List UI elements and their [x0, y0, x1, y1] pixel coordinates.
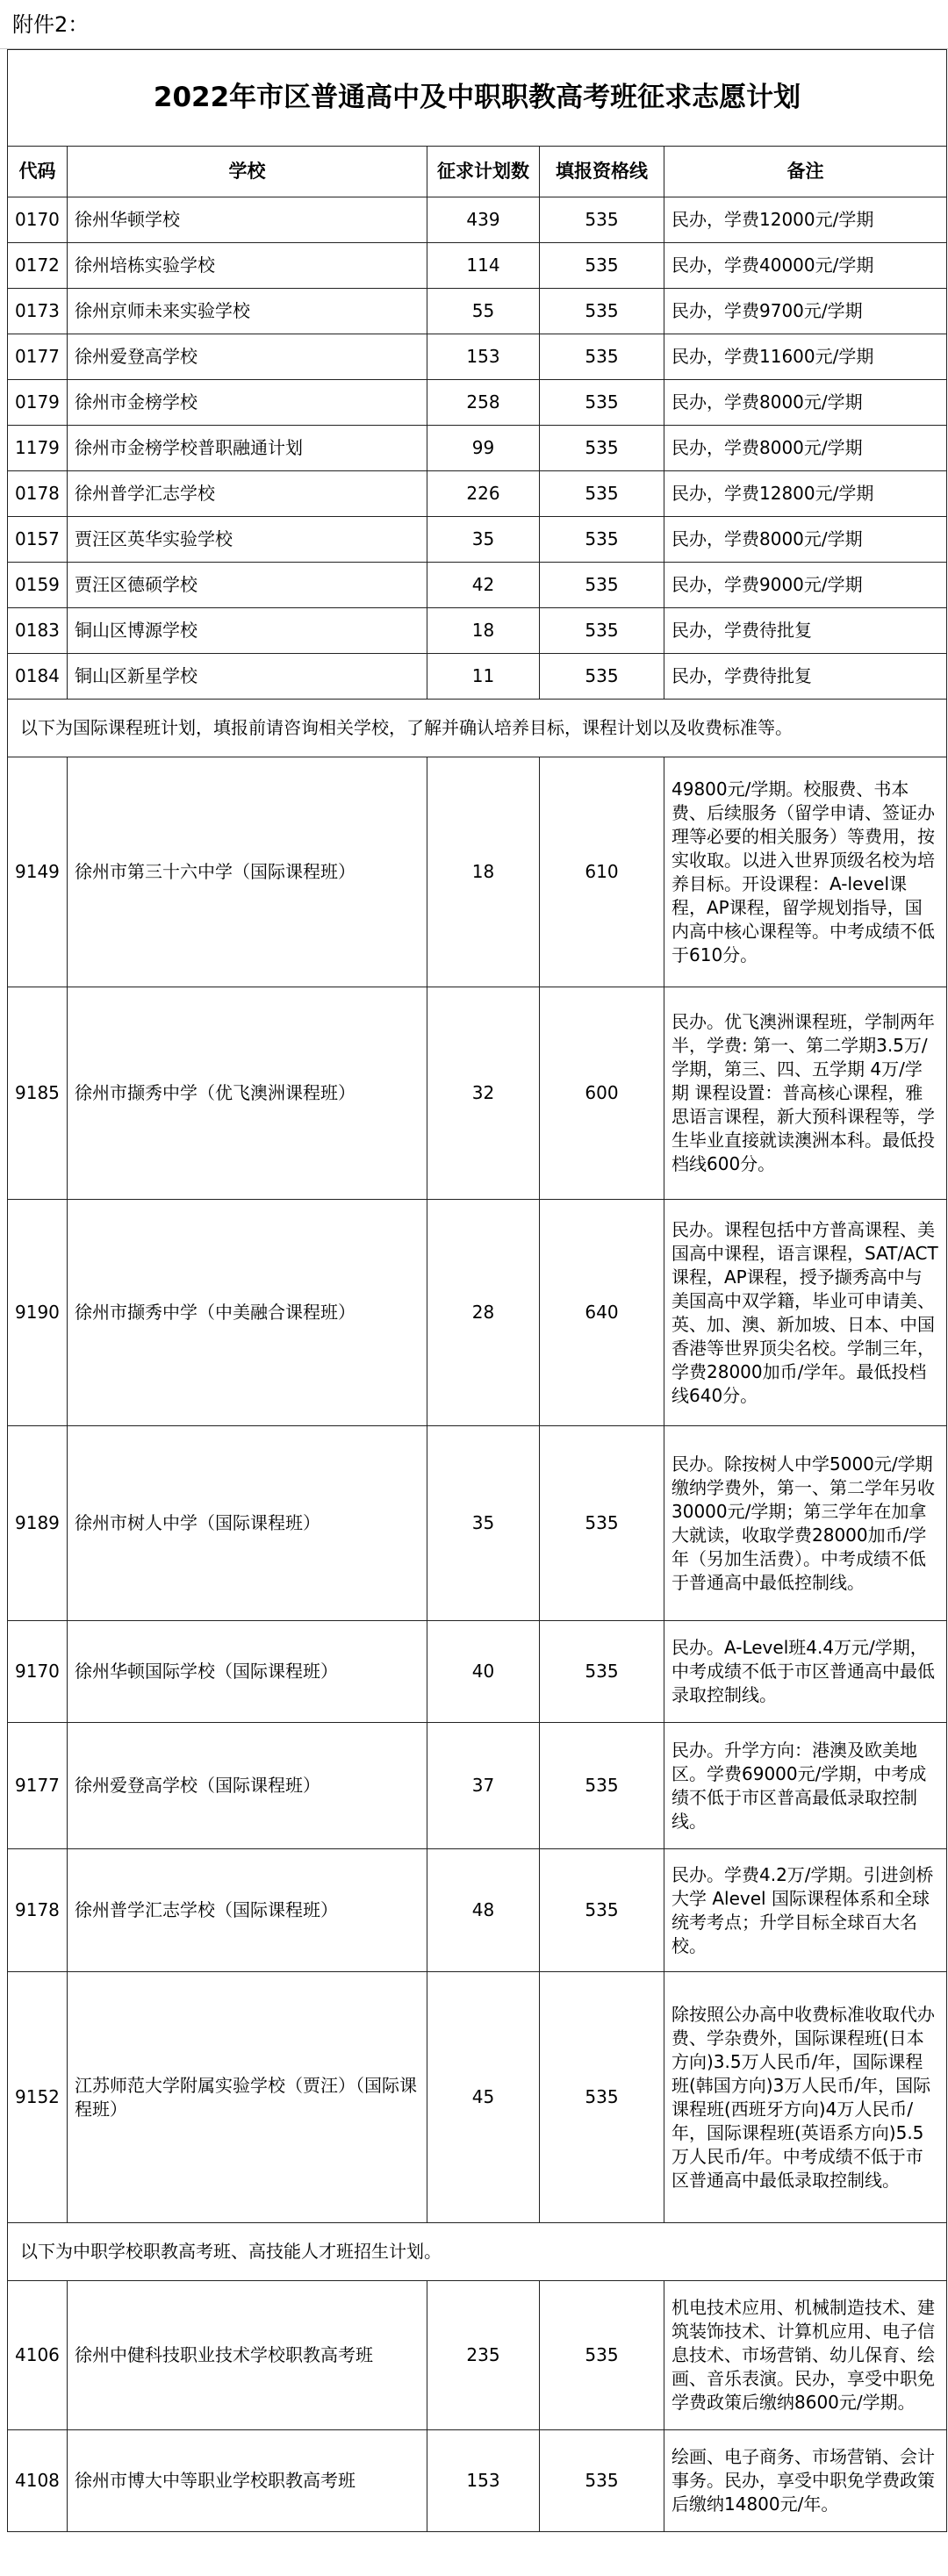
quota-cell: 18 [427, 757, 540, 987]
quota-cell: 153 [427, 2430, 540, 2532]
remark-cell: 民办，学费待批复 [664, 608, 947, 654]
table-row [8, 380, 947, 426]
code-cell: 0178 [8, 471, 68, 517]
code-cell: 9149 [8, 757, 68, 987]
table-title: 2022年市区普通高中及中职职教高考班征求志愿计划 [8, 50, 947, 147]
score-cell: 600 [540, 987, 664, 1200]
remark-cell: 民办，学费待批复 [664, 654, 947, 700]
remark-cell: 民办，学费11600元/学期 [664, 334, 947, 380]
school-cell: 徐州京师未来实验学校 [68, 289, 427, 334]
table-row [8, 243, 947, 289]
header-remarks: 备注 [664, 147, 947, 197]
quota-cell: 226 [427, 471, 540, 517]
score-cell: 535 [540, 334, 664, 380]
code-cell: 0184 [8, 654, 68, 700]
remark-cell: 民办，学费40000元/学期 [664, 243, 947, 289]
score-cell: 535 [540, 2430, 664, 2532]
score-cell: 535 [540, 1723, 664, 1849]
code-cell: 9177 [8, 1723, 68, 1849]
school-cell: 徐州市撷秀中学（优飞澳洲课程班） [68, 987, 427, 1200]
score-cell: 610 [540, 757, 664, 987]
school-cell: 徐州市金榜学校 [68, 380, 427, 426]
score-cell: 535 [540, 380, 664, 426]
remark-cell: 民办，学费9700元/学期 [664, 289, 947, 334]
table-row [8, 1200, 947, 1426]
table-row [8, 2430, 947, 2532]
school-cell: 徐州市第三十六中学（国际课程班） [68, 757, 427, 987]
table-row [8, 334, 947, 380]
table-row [8, 517, 947, 563]
header-school: 学校 [68, 147, 427, 197]
school-cell: 徐州中健科技职业技术学校职教高考班 [68, 2281, 427, 2430]
code-cell: 4106 [8, 2281, 68, 2430]
score-cell: 535 [540, 608, 664, 654]
remark-cell: 民办，学费8000元/学期 [664, 426, 947, 471]
code-cell: 4108 [8, 2430, 68, 2532]
school-cell: 贾汪区英华实验学校 [68, 517, 427, 563]
remark-cell: 民办。升学方向：港澳及欧美地区。学费69000元/学期，中考成绩不低于市区普高最低录取控制线。 [664, 1723, 947, 1849]
remark-cell: 民办。学费4.2万/学期。引进剑桥大学 Alevel 国际课程体系和全球统考考点；升学目标全球百大名校。 [664, 1849, 947, 1972]
code-cell: 9152 [8, 1972, 68, 2223]
code-cell: 0177 [8, 334, 68, 380]
table-row [8, 1972, 947, 2223]
school-cell: 铜山区新星学校 [68, 654, 427, 700]
plan-sheet [0, 49, 948, 2532]
school-cell: 徐州市撷秀中学（中美融合课程班） [68, 1200, 427, 1426]
quota-cell: 32 [427, 987, 540, 1200]
remark-cell: 民办，学费9000元/学期 [664, 563, 947, 608]
quota-cell: 40 [427, 1621, 540, 1723]
remark-cell: 民办。除按树人中学5000元/学期缴纳学费外，第一、第二学年另收30000元/学期；第三学年在加拿大就读，收取学费28000加币/学年（另加生活费）。中考成绩不低于普通高中最低控制线。 [664, 1426, 947, 1621]
school-cell: 徐州市博大中等职业学校职教高考班 [68, 2430, 427, 2532]
header-quota: 征求计划数 [427, 147, 540, 197]
quota-cell: 35 [427, 1426, 540, 1621]
remark-cell: 民办，学费12800元/学期 [664, 471, 947, 517]
intl-section-note: 以下为国际课程班计划，填报前请咨询相关学校，了解并确认培养目标，课程计划以及收费标准等。 [8, 700, 947, 757]
quota-cell: 18 [427, 608, 540, 654]
voc-section-note: 以下为中职学校职教高考班、高技能人才班招生计划。 [8, 2223, 947, 2281]
score-cell: 535 [540, 1849, 664, 1972]
score-cell: 535 [540, 197, 664, 243]
remark-cell: 民办。课程包括中方普高课程、美国高中课程，语言课程，SAT/ACT课程，AP课程，授予撷秀高中与美国高中双学籍，毕业可申请美、英、加、澳、新加坡、日本、中国香港等世界顶尖名校。学制三年，学费28000加币/学年。最低投档线640分。 [664, 1200, 947, 1426]
code-cell: 0157 [8, 517, 68, 563]
remark-cell: 民办。A-Level班4.4万元/学期，中考成绩不低于市区普通高中最低录取控制线。 [664, 1621, 947, 1723]
quota-cell: 37 [427, 1723, 540, 1849]
school-cell: 徐州华顿国际学校（国际课程班） [68, 1621, 427, 1723]
table-row [8, 987, 947, 1200]
quota-cell: 258 [427, 380, 540, 426]
score-cell: 535 [540, 289, 664, 334]
table-row [8, 197, 947, 243]
table-row [8, 471, 947, 517]
table-row [8, 608, 947, 654]
plan-table [7, 49, 947, 2532]
school-cell: 铜山区博源学校 [68, 608, 427, 654]
header-row [8, 147, 947, 197]
quota-cell: 439 [427, 197, 540, 243]
remark-cell: 民办，学费8000元/学期 [664, 380, 947, 426]
score-cell: 535 [540, 517, 664, 563]
code-cell: 0179 [8, 380, 68, 426]
remark-cell: 民办。优飞澳洲课程班，学制两年半，学费: 第一、第二学期3.5万/学期，第三、四、五学期 4万/学期 课程设置：普高核心课程，雅思语言课程，新大预科课程等，学生毕业直接就读澳洲本科。最低投档线600分。 [664, 987, 947, 1200]
school-cell: 江苏师范大学附属实验学校（贾汪）（国际课程班） [68, 1972, 427, 2223]
remark-cell: 民办，学费8000元/学期 [664, 517, 947, 563]
quota-cell: 153 [427, 334, 540, 380]
quota-cell: 42 [427, 563, 540, 608]
quota-cell: 99 [427, 426, 540, 471]
table-row [8, 1723, 947, 1849]
code-cell: 9189 [8, 1426, 68, 1621]
score-cell: 535 [540, 2281, 664, 2430]
table-row [8, 563, 947, 608]
header-code: 代码 [8, 147, 68, 197]
school-cell: 徐州华顿学校 [68, 197, 427, 243]
table-row [8, 1621, 947, 1723]
code-cell: 9170 [8, 1621, 68, 1723]
score-cell: 535 [540, 243, 664, 289]
remark-cell: 机电技术应用、机械制造技术、建筑装饰技术、计算机应用、电子信息技术、市场营销、幼儿保育、绘画、音乐表演。民办，享受中职免学费政策后缴纳8600元/学期。 [664, 2281, 947, 2430]
score-cell: 535 [540, 563, 664, 608]
remark-cell: 49800元/学期。校服费、书本费、后续服务（留学申请、签证办理等必要的相关服务）等费用，按实收取。以进入世界顶级名校为培养目标。开设课程：A-level课程，AP课程，留学规划指导，国内高中核心课程等。中考成绩不低于610分。 [664, 757, 947, 987]
section-row [8, 700, 947, 757]
code-cell: 9190 [8, 1200, 68, 1426]
quota-cell: 35 [427, 517, 540, 563]
code-cell: 9178 [8, 1849, 68, 1972]
table-row [8, 2281, 947, 2430]
score-cell: 535 [540, 471, 664, 517]
code-cell: 9185 [8, 987, 68, 1200]
school-cell: 徐州爱登高学校 [68, 334, 427, 380]
table-row [8, 1426, 947, 1621]
remark-cell: 民办，学费12000元/学期 [664, 197, 947, 243]
code-cell: 0170 [8, 197, 68, 243]
school-cell: 贾汪区德硕学校 [68, 563, 427, 608]
code-cell: 0173 [8, 289, 68, 334]
remark-cell: 绘画、电子商务、市场营销、会计事务。民办，享受中职免学费政策后缴纳14800元/年。 [664, 2430, 947, 2532]
code-cell: 1179 [8, 426, 68, 471]
code-cell: 0172 [8, 243, 68, 289]
score-cell: 640 [540, 1200, 664, 1426]
quota-cell: 114 [427, 243, 540, 289]
section-row [8, 2223, 947, 2281]
school-cell: 徐州市金榜学校普职融通计划 [68, 426, 427, 471]
score-cell: 535 [540, 1972, 664, 2223]
quota-cell: 11 [427, 654, 540, 700]
school-cell: 徐州爱登高学校（国际课程班） [68, 1723, 427, 1849]
table-row [8, 757, 947, 987]
quota-cell: 45 [427, 1972, 540, 2223]
score-cell: 535 [540, 1621, 664, 1723]
table-row [8, 289, 947, 334]
table-row [8, 1849, 947, 1972]
table-row [8, 426, 947, 471]
quota-cell: 235 [427, 2281, 540, 2430]
table-row [8, 654, 947, 700]
attachment-label: 附件2： [0, 0, 948, 49]
school-cell: 徐州市树人中学（国际课程班） [68, 1426, 427, 1621]
score-cell: 535 [540, 426, 664, 471]
header-min-score: 填报资格线 [540, 147, 664, 197]
school-cell: 徐州培栋实验学校 [68, 243, 427, 289]
quota-cell: 28 [427, 1200, 540, 1426]
school-cell: 徐州普学汇志学校 [68, 471, 427, 517]
score-cell: 535 [540, 1426, 664, 1621]
score-cell: 535 [540, 654, 664, 700]
quota-cell: 48 [427, 1849, 540, 1972]
code-cell: 0183 [8, 608, 68, 654]
quota-cell: 55 [427, 289, 540, 334]
school-cell: 徐州普学汇志学校（国际课程班） [68, 1849, 427, 1972]
code-cell: 0159 [8, 563, 68, 608]
remark-cell: 除按照公办高中收费标准收取代办费、学杂费外，国际课程班(日本方向)3.5万人民币/年，国际课程班(韩国方向)3万人民币/年，国际课程班(西班牙方向)4万人民币/年，国际课程班(英语系方向)5.5万人民币/年。中考成绩不低于市区普通高中最低录取控制线。 [664, 1972, 947, 2223]
